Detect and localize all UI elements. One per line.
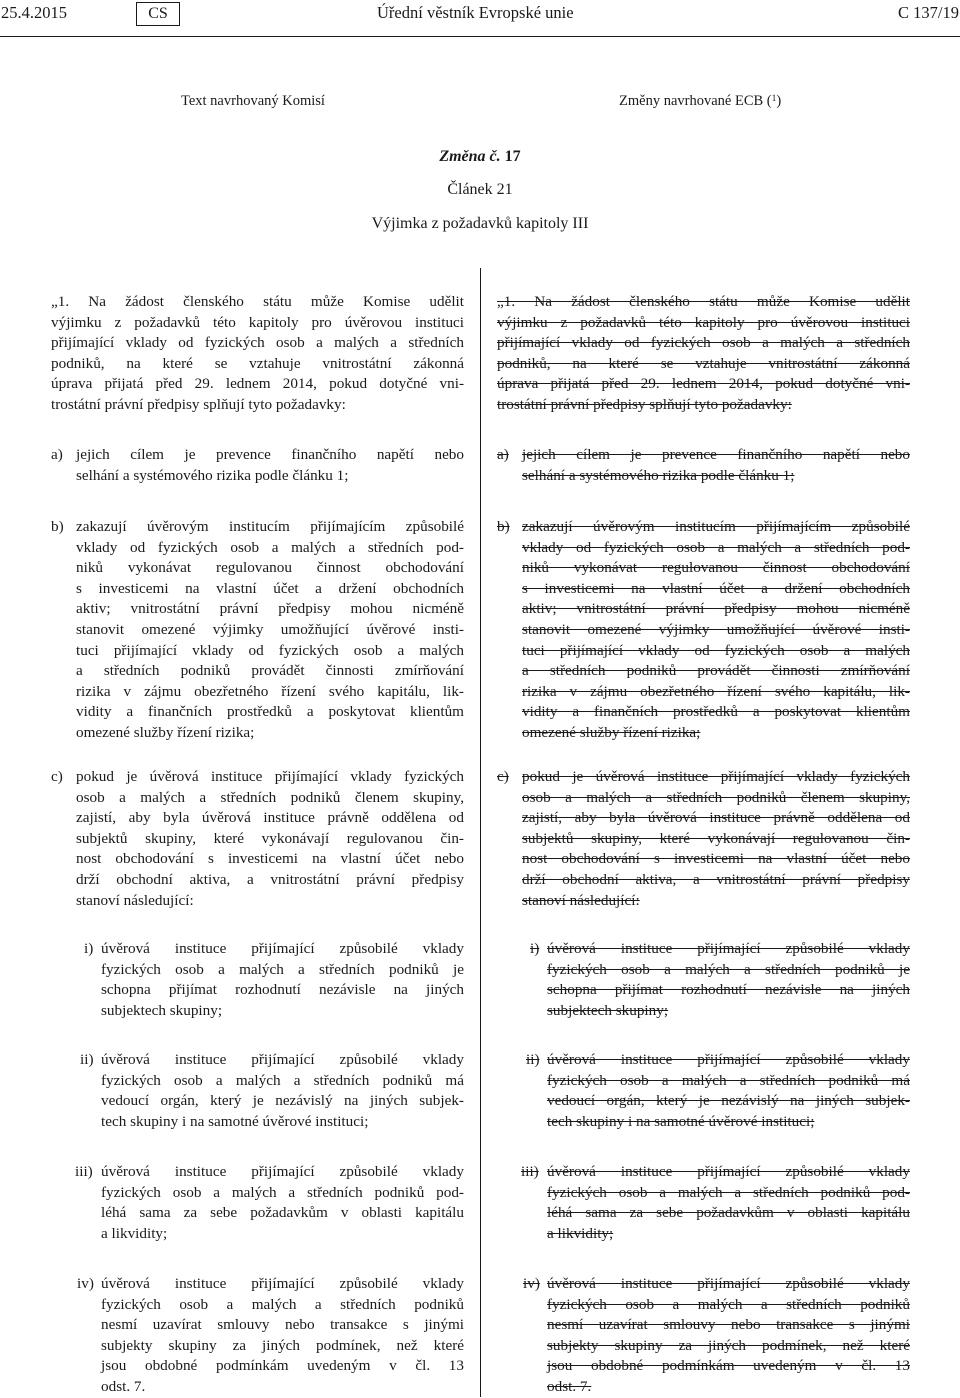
text-line xyxy=(51,354,464,375)
text-line xyxy=(101,1162,464,1183)
text-line xyxy=(101,1203,464,1224)
right-item-c-label: c) xyxy=(497,768,509,785)
text-segment: úvěrová instituce přijímající způsobilé vklady xyxy=(101,1275,464,1292)
column-divider xyxy=(480,268,481,1397)
journal-reference: C 137/19 xyxy=(898,3,959,22)
text-segment: fyzických osob a malých a středních podniků je xyxy=(101,960,464,978)
deleted-text-segment: výjimku z požadavků této kapitoly pro úvěrovou instituci xyxy=(497,313,910,331)
text-segment: osob a malých a středních podniků členem skupiny, xyxy=(76,788,464,806)
text-line xyxy=(101,960,464,981)
deleted-text-segment: pokud je úvěrová instituce přijímající vklady fyzických xyxy=(522,768,910,785)
deleted-text-segment: tuci přijímající vklady od fyzických osob a malých xyxy=(522,641,910,659)
right-item-iii-text-deleted xyxy=(547,1162,910,1244)
deleted-text-segment: schopna přijímat rozhodnutí nezávisle na jiných xyxy=(547,981,910,999)
text-line xyxy=(522,641,910,662)
text-line xyxy=(76,661,464,682)
text-line xyxy=(522,829,910,850)
text-segment: „1. Na žádost členského státu může Komise udělit xyxy=(51,293,464,310)
text-line xyxy=(522,599,910,620)
text-line xyxy=(547,1377,910,1398)
text-line xyxy=(547,1274,910,1295)
left-item-a-label: a) xyxy=(51,446,63,463)
text-line xyxy=(76,808,464,829)
deleted-text-segment: omezené služby řízení rizika; xyxy=(522,723,701,741)
deleted-text-segment: fyzických osob a malých a středních podniků je xyxy=(547,960,910,978)
text-segment: omezené služby řízení rizika; xyxy=(76,723,255,741)
text-line xyxy=(497,354,910,375)
text-segment: jejich cílem je prevence finančního napětí nebo xyxy=(76,446,464,463)
deleted-text-segment: jejich cílem je prevence finančního napětí nebo xyxy=(522,446,910,463)
text-line xyxy=(522,767,910,788)
text-segment: fyzických osob a malých a středních podniků má xyxy=(101,1071,464,1089)
journal-header xyxy=(0,0,960,32)
text-line xyxy=(101,1071,464,1092)
text-line xyxy=(101,1377,464,1398)
text-segment: niků vykonávat regulovanou činnost obchodování xyxy=(76,559,464,577)
text-line xyxy=(101,1050,464,1071)
text-segment: pokud je úvěrová instituce přijímající vklady fyzických xyxy=(76,768,464,785)
text-line xyxy=(101,1356,464,1377)
text-line xyxy=(547,1183,910,1204)
text-segment: subjekty skupiny za jiných podmínek, než které xyxy=(101,1336,464,1354)
deleted-text-segment: rizika v zájmu obezřetného řízení svého kapitálu, lik- xyxy=(522,682,910,700)
text-line xyxy=(76,891,464,912)
text-line xyxy=(76,829,464,850)
text-line xyxy=(76,682,464,703)
text-line xyxy=(522,682,910,703)
deleted-text-segment: subjektech skupiny; xyxy=(547,1001,669,1019)
text-line xyxy=(547,1224,910,1245)
left-column-heading: Text navrhovaný Komisí xyxy=(181,93,325,109)
text-line xyxy=(497,292,910,313)
deleted-text-segment: jsou obdobné podmínkám uvedeným v čl. 13 xyxy=(547,1357,910,1375)
left-item-iv-label: iv) xyxy=(77,1275,94,1292)
text-line xyxy=(547,1001,910,1022)
text-line xyxy=(547,980,910,1001)
footnote-marker: 1 xyxy=(771,94,777,104)
text-segment: tech skupiny i na samotné úvěrové instituci; xyxy=(101,1112,369,1130)
text-line xyxy=(76,538,464,559)
deleted-text-segment: s investicemi na vlastní účet a držení obchodních xyxy=(522,579,910,597)
text-line xyxy=(547,939,910,960)
deleted-text-segment: léhá sama za sebe požadavkům v oblasti kapitálu xyxy=(547,1204,910,1222)
text-line xyxy=(522,661,910,682)
text-line xyxy=(522,466,910,487)
text-line xyxy=(76,558,464,579)
text-segment: tuci přijímající vklady od fyzických osob a malých xyxy=(76,641,464,659)
deleted-text-segment: „1. Na žádost členského státu může Komise udělit xyxy=(497,293,910,310)
text-line xyxy=(522,870,910,891)
text-line xyxy=(547,1091,910,1112)
text-line xyxy=(101,1001,464,1022)
text-line xyxy=(522,891,910,912)
right-item-ii-label: ii) xyxy=(526,1051,540,1068)
journal-title: Úřední věstník Evropské unie xyxy=(377,3,574,22)
amendment-label: Změna č. xyxy=(439,148,501,165)
deleted-text-segment: aktiv; vnitrostátní právní předpisy mohou nicméně xyxy=(522,600,910,618)
right-column-heading-text: Změny navrhované ECB ( xyxy=(619,93,772,109)
deleted-text-segment: zajistí, aby byla úvěrová instituce právně oddělena od xyxy=(522,809,910,827)
right-item-iv-label: iv) xyxy=(523,1275,540,1292)
deleted-text-segment: a středních podniků provádět činnosti zmírňování xyxy=(522,662,910,680)
deleted-text-segment: fyzických osob a malých a středních podniků má xyxy=(547,1071,910,1089)
deleted-text-segment: zakazují úvěrovým institucím přijímajícím způsobilé xyxy=(522,518,910,535)
text-segment: vedoucí orgán, který je nezávislý na jiných subjek- xyxy=(101,1092,464,1110)
deleted-text-segment: subjektů skupiny, které vykonávají regulovanou čin- xyxy=(522,829,910,847)
deleted-text-segment: přijímající vklady od fyzických osob a malých a středních xyxy=(497,334,910,352)
text-segment: nost obchodování s investicemi na vlastní účet nebo xyxy=(76,850,464,868)
text-line xyxy=(101,1295,464,1316)
left-paragraph-1 xyxy=(51,292,464,416)
text-line xyxy=(497,313,910,334)
amendment-number xyxy=(0,148,960,166)
text-line xyxy=(76,870,464,891)
publication-date: 25.4.2015 xyxy=(1,3,67,22)
text-line xyxy=(522,723,910,744)
deleted-text-segment: stanovit omezené výjimky umožňující úvěrové insti- xyxy=(522,620,910,638)
text-line xyxy=(101,1091,464,1112)
text-segment: drží obchodní aktiva, a vnitrostátní právní předpisy xyxy=(76,870,464,888)
deleted-text-segment: úprava přijatá před 29. lednem 2014, pokud dotyčné vni- xyxy=(497,375,910,393)
text-line xyxy=(76,641,464,662)
text-segment: úprava přijatá před 29. lednem 2014, pokud dotyčné vni- xyxy=(51,375,464,393)
deleted-text-segment: nost obchodování s investicemi na vlastní účet nebo xyxy=(522,850,910,868)
text-segment: subjektech skupiny; xyxy=(101,1001,223,1019)
text-segment: výjimku z požadavků této kapitoly pro úvěrovou instituci xyxy=(51,313,464,331)
text-line xyxy=(76,620,464,641)
text-line xyxy=(522,702,910,723)
text-segment: vklady od fyzických osob a malých a středních pod- xyxy=(76,538,464,556)
deleted-text-segment: vklady od fyzických osob a malých a středních pod- xyxy=(522,538,910,556)
deleted-text-segment: selhání a systémového rizika podle článku 1; xyxy=(522,466,795,484)
text-line xyxy=(547,1315,910,1336)
text-line xyxy=(51,313,464,334)
deleted-text-segment: tech skupiny i na samotné úvěrové instituci; xyxy=(547,1112,815,1130)
left-item-ii-text xyxy=(101,1050,464,1132)
deleted-text-segment: fyzických osob a malých a středních podniků pod- xyxy=(547,1183,910,1201)
text-line xyxy=(547,1162,910,1183)
text-line xyxy=(522,517,910,538)
text-line xyxy=(522,579,910,600)
deleted-text-segment: subjekty skupiny za jiných podmínek, než které xyxy=(547,1336,910,1354)
text-line xyxy=(51,374,464,395)
text-segment: nesmí uzavírat smlouvy nebo transakce s jinými xyxy=(101,1316,464,1334)
text-line xyxy=(76,788,464,809)
text-segment: s investicemi na vlastní účet a držení obchodních xyxy=(76,579,464,597)
left-item-a-text xyxy=(76,445,464,486)
text-line xyxy=(547,1071,910,1092)
deleted-text-segment: osob a malých a středních podniků členem skupiny, xyxy=(522,788,910,806)
text-segment: úvěrová instituce přijímající způsobilé vklady xyxy=(101,940,464,957)
right-column-heading xyxy=(619,93,781,110)
left-item-ii-label: ii) xyxy=(80,1051,94,1068)
deleted-text-segment: niků vykonávat regulovanou činnost obchodování xyxy=(522,559,910,577)
text-line xyxy=(101,1112,464,1133)
text-line xyxy=(101,1315,464,1336)
right-paragraph-1-deleted xyxy=(497,292,910,416)
text-segment: zajistí, aby byla úvěrová instituce právně oddělena od xyxy=(76,809,464,827)
left-item-iv-text xyxy=(101,1274,464,1398)
right-item-ii-text-deleted xyxy=(547,1050,910,1132)
deleted-text-segment: vidity a finančních prostředků a poskytovat klientům xyxy=(522,703,910,721)
text-line xyxy=(547,1112,910,1133)
text-segment: trostátní právní předpisy splňují tyto požadavky: xyxy=(51,395,346,413)
text-line xyxy=(101,980,464,1001)
text-line xyxy=(522,808,910,829)
right-item-c-text-deleted xyxy=(522,767,910,911)
text-segment: stanoví následující: xyxy=(76,891,194,909)
text-line xyxy=(76,445,464,466)
text-segment: stanovit omezené výjimky umožňující úvěrové insti- xyxy=(76,620,464,638)
text-line xyxy=(51,292,464,313)
text-line xyxy=(76,517,464,538)
text-line xyxy=(522,538,910,559)
text-line xyxy=(76,579,464,600)
right-item-iv-text-deleted xyxy=(547,1274,910,1398)
article-title: Výjimka z požadavků kapitoly III xyxy=(371,215,589,232)
text-segment: schopna přijímat rozhodnutí nezávisle na jiných xyxy=(101,981,464,999)
text-line xyxy=(76,849,464,870)
deleted-text-segment: trostátní právní předpisy splňují tyto požadavky: xyxy=(497,395,792,413)
text-segment: přijímající vklady od fyzických osob a malých a středních xyxy=(51,334,464,352)
text-line xyxy=(101,1336,464,1357)
deleted-text-segment: úvěrová instituce přijímající způsobilé vklady xyxy=(547,1163,910,1180)
text-line xyxy=(101,939,464,960)
text-line xyxy=(547,1336,910,1357)
right-column-heading-close: ) xyxy=(776,93,782,109)
text-line xyxy=(547,1356,910,1377)
text-line xyxy=(101,1224,464,1245)
text-segment: subjektů skupiny, které vykonávají regulovanou čin- xyxy=(76,829,464,847)
text-line xyxy=(522,558,910,579)
text-line xyxy=(522,788,910,809)
deleted-text-segment: vedoucí orgán, který je nezávislý na jiných subjek- xyxy=(547,1092,910,1110)
right-item-b-text-deleted xyxy=(522,517,910,744)
text-line xyxy=(51,333,464,354)
deleted-text-segment: úvěrová instituce přijímající způsobilé vklady xyxy=(547,1051,910,1068)
right-item-a-text-deleted xyxy=(522,445,910,486)
article-heading: Článek 21 xyxy=(447,181,513,198)
text-segment: a středních podniků provádět činnosti zmírňování xyxy=(76,662,464,680)
text-segment: úvěrová instituce přijímající způsobilé vklady xyxy=(101,1163,464,1180)
text-line xyxy=(522,849,910,870)
text-segment: fyzických osob a malých a středních podniků xyxy=(101,1295,464,1313)
text-line xyxy=(547,1050,910,1071)
left-item-c-label: c) xyxy=(51,768,63,785)
deleted-text-segment: úvěrová instituce přijímající způsobilé vklady xyxy=(547,940,910,957)
text-line xyxy=(522,445,910,466)
right-item-a-label: a) xyxy=(497,446,509,463)
text-line xyxy=(547,1295,910,1316)
text-line xyxy=(101,1183,464,1204)
text-line xyxy=(497,333,910,354)
text-line xyxy=(51,395,464,416)
header-rule xyxy=(0,36,960,37)
left-item-iii-text xyxy=(101,1162,464,1244)
deleted-text-segment: stanoví následující: xyxy=(522,891,640,909)
text-segment: selhání a systémového rizika podle článku 1; xyxy=(76,466,349,484)
text-segment: léhá sama za sebe požadavkům v oblasti kapitálu xyxy=(101,1204,464,1222)
text-line xyxy=(547,1203,910,1224)
text-line xyxy=(497,395,910,416)
text-line xyxy=(101,1274,464,1295)
deleted-text-segment: drží obchodní aktiva, a vnitrostátní právní předpisy xyxy=(522,870,910,888)
text-segment: odst. 7. xyxy=(101,1377,146,1395)
text-line xyxy=(76,599,464,620)
amendment-number-value: 17 xyxy=(504,148,521,165)
text-line xyxy=(76,723,464,744)
text-line xyxy=(522,620,910,641)
right-item-i-text-deleted xyxy=(547,939,910,1021)
text-segment: podniků, na které se vztahuje vnitrostátní zákonná xyxy=(51,354,464,372)
text-segment: aktiv; vnitrostátní právní předpisy mohou nicméně xyxy=(76,600,464,618)
text-segment: rizika v zájmu obezřetného řízení svého kapitálu, lik- xyxy=(76,682,464,700)
right-item-i-label: i) xyxy=(530,940,540,957)
deleted-text-segment: podniků, na které se vztahuje vnitrostátní zákonná xyxy=(497,354,910,372)
text-line xyxy=(76,767,464,788)
deleted-text-segment: nesmí uzavírat smlouvy nebo transakce s jinými xyxy=(547,1316,910,1334)
left-item-c-text xyxy=(76,767,464,911)
deleted-text-segment: úvěrová instituce přijímající způsobilé vklady xyxy=(547,1275,910,1292)
right-item-iii-label: iii) xyxy=(521,1163,539,1180)
text-segment: fyzických osob a malých a středních podniků pod- xyxy=(101,1183,464,1201)
right-item-b-label: b) xyxy=(497,518,510,535)
text-segment: úvěrová instituce přijímající způsobilé vklady xyxy=(101,1051,464,1068)
left-item-i-label: i) xyxy=(84,940,94,957)
text-line xyxy=(76,466,464,487)
text-line xyxy=(547,960,910,981)
text-segment: zakazují úvěrovým institucím přijímajícím způsobilé xyxy=(76,518,464,535)
deleted-text-segment: fyzických osob a malých a středních podniků xyxy=(547,1295,910,1313)
left-item-i-text xyxy=(101,939,464,1021)
text-line xyxy=(497,374,910,395)
left-item-iii-label: iii) xyxy=(75,1163,93,1180)
language-code-box: CS xyxy=(136,2,180,26)
left-item-b-label: b) xyxy=(51,518,64,535)
deleted-text-segment: odst. 7. xyxy=(547,1377,592,1395)
text-line xyxy=(76,702,464,723)
left-item-b-text xyxy=(76,517,464,744)
deleted-text-segment: a likvidity; xyxy=(547,1224,614,1242)
text-segment: a likvidity; xyxy=(101,1224,168,1242)
text-segment: vidity a finančních prostředků a poskytovat klientům xyxy=(76,703,464,721)
text-segment: jsou obdobné podmínkám uvedeným v čl. 13 xyxy=(101,1357,464,1375)
